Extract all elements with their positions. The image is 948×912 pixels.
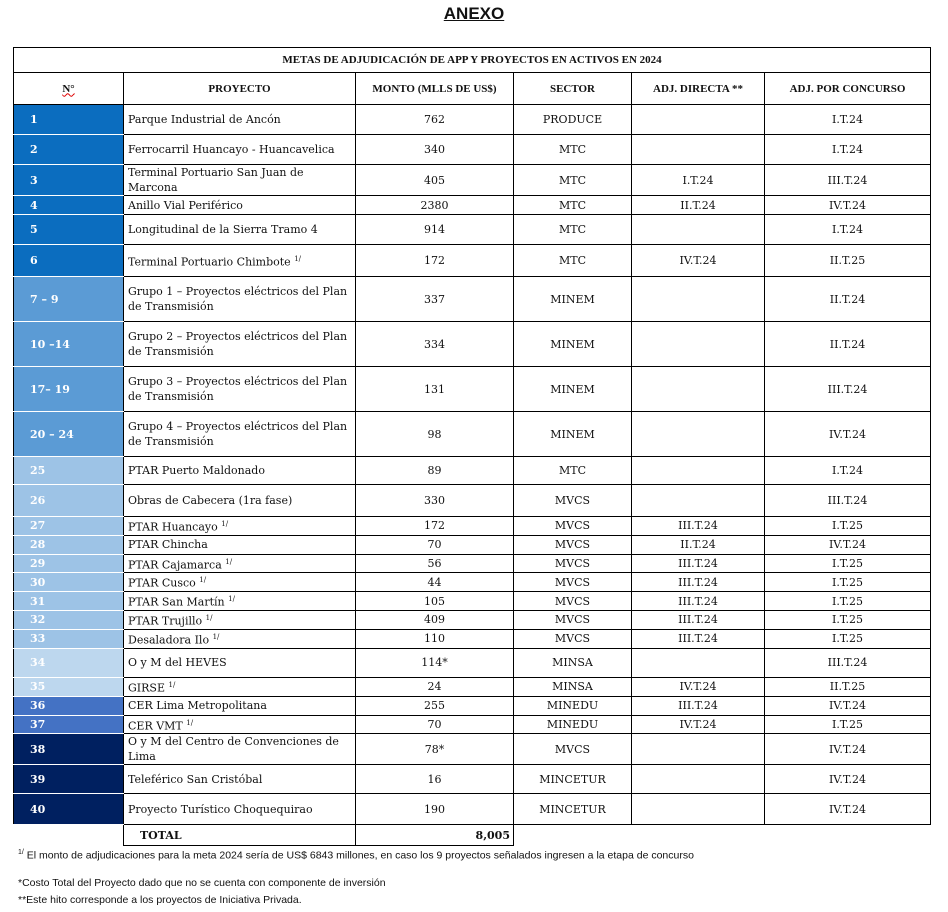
table-row bbox=[14, 105, 931, 135]
row-sector: MINCETUR bbox=[514, 794, 632, 825]
row-monto: 172 bbox=[356, 245, 514, 277]
footnote-ref: 1/ bbox=[225, 557, 233, 566]
total-label: TOTAL bbox=[124, 825, 356, 846]
row-monto: 2380 bbox=[356, 196, 514, 215]
row-adj-directa bbox=[632, 457, 765, 485]
row-monto: 70 bbox=[356, 535, 514, 554]
row-proyecto: O y M del Centro de Convenciones de Lima bbox=[124, 734, 356, 765]
row-number: 29 bbox=[14, 554, 124, 573]
row-adj-directa bbox=[632, 734, 765, 765]
row-adj-directa: III.T.24 bbox=[632, 554, 765, 573]
footnote-ref: 1/ bbox=[228, 595, 235, 604]
table-caption: METAS DE ADJUDICACIÓN DE APP Y PROYECTOS EN ACTIVOS EN 2024 bbox=[14, 48, 931, 73]
row-monto: 914 bbox=[356, 215, 514, 245]
row-monto: 337 bbox=[356, 277, 514, 322]
table-row bbox=[14, 573, 931, 592]
table-row bbox=[14, 485, 931, 517]
table-row bbox=[14, 794, 931, 825]
footnote-3: **Este hito corresponde a los proyectos de Iniciativa Privada. bbox=[18, 894, 302, 906]
total-value: 8,005 bbox=[356, 825, 514, 846]
table-row bbox=[14, 196, 931, 215]
row-sector: MINSA bbox=[514, 677, 632, 696]
row-proyecto: PTAR Chincha bbox=[124, 535, 356, 554]
row-sector: MINEM bbox=[514, 412, 632, 457]
table-row bbox=[14, 629, 931, 648]
row-monto: 105 bbox=[356, 592, 514, 611]
row-adj-directa: III.T.24 bbox=[632, 696, 765, 715]
table-row bbox=[14, 696, 931, 715]
row-adj-concurso: IV.T.24 bbox=[765, 696, 931, 715]
row-proyecto: Grupo 3 – Proyectos eléctricos del Plan de Transmisión bbox=[124, 367, 356, 412]
row-sector: MINEDU bbox=[514, 696, 632, 715]
table-row bbox=[14, 554, 931, 573]
row-proyecto: PTAR San Martín $^{1/}$ bbox=[124, 592, 356, 611]
row-adj-directa bbox=[632, 322, 765, 367]
row-sector: MINEM bbox=[514, 277, 632, 322]
row-proyecto: PTAR Puerto Maldonado bbox=[124, 457, 356, 485]
row-monto: 89 bbox=[356, 457, 514, 485]
row-proyecto: PTAR Cajamarca $^{1/}$ bbox=[124, 554, 356, 573]
row-monto: 56 bbox=[356, 554, 514, 573]
table-row bbox=[14, 322, 931, 367]
row-monto: 114* bbox=[356, 648, 514, 677]
row-adj-concurso: III.T.24 bbox=[765, 367, 931, 412]
table-row bbox=[14, 648, 931, 677]
row-monto: 334 bbox=[356, 322, 514, 367]
table-row bbox=[14, 765, 931, 794]
row-adj-concurso: I.T.25 bbox=[765, 554, 931, 573]
table-row bbox=[14, 165, 931, 196]
row-monto: 44 bbox=[356, 573, 514, 592]
row-adj-directa: II.T.24 bbox=[632, 196, 765, 215]
row-monto: 330 bbox=[356, 485, 514, 517]
row-adj-concurso: I.T.25 bbox=[765, 573, 931, 592]
row-adj-directa: III.T.24 bbox=[632, 629, 765, 648]
row-proyecto: Terminal Portuario San Juan de Marcona bbox=[124, 165, 356, 196]
row-sector: MINEDU bbox=[514, 715, 632, 734]
row-sector: MTC bbox=[514, 457, 632, 485]
row-sector: MINEM bbox=[514, 322, 632, 367]
row-sector: MVCS bbox=[514, 535, 632, 554]
row-number: 2 bbox=[14, 135, 124, 165]
table-row bbox=[14, 677, 931, 696]
row-sector: MVCS bbox=[514, 517, 632, 536]
row-adj-directa: II.T.24 bbox=[632, 535, 765, 554]
row-number: 4 bbox=[14, 196, 124, 215]
row-adj-concurso: II.T.25 bbox=[765, 245, 931, 277]
row-sector: MTC bbox=[514, 135, 632, 165]
row-number: 34 bbox=[14, 648, 124, 677]
row-monto: 409 bbox=[356, 610, 514, 629]
footnote-ref: 1/ bbox=[212, 633, 220, 642]
projects-table bbox=[13, 47, 931, 846]
row-number: 37 bbox=[14, 715, 124, 734]
table-row bbox=[14, 215, 931, 245]
row-adj-concurso: I.T.25 bbox=[765, 715, 931, 734]
row-number: 35 bbox=[14, 677, 124, 696]
row-adj-directa bbox=[632, 485, 765, 517]
row-adj-concurso: IV.T.24 bbox=[765, 765, 931, 794]
row-sector: MTC bbox=[514, 165, 632, 196]
row-number: 36 bbox=[14, 696, 124, 715]
row-adj-concurso: I.T.24 bbox=[765, 457, 931, 485]
footnote-ref: 1/ bbox=[221, 520, 229, 528]
row-number: 30 bbox=[14, 573, 124, 592]
row-adj-directa bbox=[632, 794, 765, 825]
row-number: 28 bbox=[14, 535, 124, 554]
header-number: N° bbox=[14, 73, 124, 105]
table-row bbox=[14, 135, 931, 165]
row-adj-directa: III.T.24 bbox=[632, 592, 765, 611]
row-adj-concurso: I.T.25 bbox=[765, 592, 931, 611]
row-proyecto: CER Lima Metropolitana bbox=[124, 696, 356, 715]
row-adj-concurso: II.T.24 bbox=[765, 322, 931, 367]
row-number: 7 – 9 bbox=[14, 277, 124, 322]
footnote-2: *Costo Total del Proyecto dado que no se cuenta con componente de inversión bbox=[18, 877, 386, 889]
row-adj-concurso: I.T.25 bbox=[765, 629, 931, 648]
row-proyecto: Grupo 2 – Proyectos eléctricos del Plan de Transmisión bbox=[124, 322, 356, 367]
row-number: 3 bbox=[14, 165, 124, 196]
row-proyecto: Grupo 4 – Proyectos eléctricos del Plan de Transmisión bbox=[124, 412, 356, 457]
footnote-ref: 1/ bbox=[294, 254, 302, 263]
row-adj-directa: III.T.24 bbox=[632, 573, 765, 592]
row-proyecto: Teleférico San Cristóbal bbox=[124, 765, 356, 794]
row-sector: MINEM bbox=[514, 367, 632, 412]
table-row bbox=[14, 610, 931, 629]
row-number: 32 bbox=[14, 610, 124, 629]
row-adj-concurso: I.T.25 bbox=[765, 610, 931, 629]
row-proyecto: Proyecto Turístico Choquequirao bbox=[124, 794, 356, 825]
row-monto: 110 bbox=[356, 629, 514, 648]
table-row bbox=[14, 277, 931, 322]
table-row bbox=[14, 734, 931, 765]
row-adj-concurso: IV.T.24 bbox=[765, 794, 931, 825]
row-monto: 172 bbox=[356, 517, 514, 536]
row-number: 17– 19 bbox=[14, 367, 124, 412]
row-number: 1 bbox=[14, 105, 124, 135]
row-monto: 70 bbox=[356, 715, 514, 734]
row-monto: 24 bbox=[356, 677, 514, 696]
row-adj-concurso: IV.T.24 bbox=[765, 535, 931, 554]
row-monto: 405 bbox=[356, 165, 514, 196]
row-adj-directa: III.T.24 bbox=[632, 610, 765, 629]
row-adj-concurso: III.T.24 bbox=[765, 485, 931, 517]
row-proyecto: Desaladora Ilo $^{1/}$ bbox=[124, 629, 356, 648]
row-proyecto: Anillo Vial Periférico bbox=[124, 196, 356, 215]
row-adj-directa: IV.T.24 bbox=[632, 245, 765, 277]
row-monto: 98 bbox=[356, 412, 514, 457]
footnote-ref: 1/ bbox=[186, 718, 194, 727]
row-adj-directa: III.T.24 bbox=[632, 517, 765, 536]
row-proyecto: Ferrocarril Huancayo - Huancavelica bbox=[124, 135, 356, 165]
row-proyecto: PTAR Cusco $^{1/}$ bbox=[124, 573, 356, 592]
row-monto: 16 bbox=[356, 765, 514, 794]
row-proyecto: Longitudinal de la Sierra Tramo 4 bbox=[124, 215, 356, 245]
table-row bbox=[14, 457, 931, 485]
row-monto: 255 bbox=[356, 696, 514, 715]
row-adj-directa bbox=[632, 367, 765, 412]
header-adj-concurso: ADJ. POR CONCURSO bbox=[765, 73, 931, 105]
row-sector: PRODUCE bbox=[514, 105, 632, 135]
table-row bbox=[14, 412, 931, 457]
row-adj-directa bbox=[632, 215, 765, 245]
table-row bbox=[14, 517, 931, 536]
row-adj-directa bbox=[632, 412, 765, 457]
row-adj-directa: IV.T.24 bbox=[632, 715, 765, 734]
row-proyecto: Obras de Cabecera (1ra fase) bbox=[124, 485, 356, 517]
row-adj-concurso: I.T.24 bbox=[765, 135, 931, 165]
footnote-1: $^{1/}$ El monto de adjudicaciones para la meta 2024 sería de US$ 6843 millones, en caso los 9 proyectos señalados ingresen a la etapa de concurso bbox=[18, 849, 694, 862]
row-number: 39 bbox=[14, 765, 124, 794]
row-adj-directa: IV.T.24 bbox=[632, 677, 765, 696]
row-adj-concurso: III.T.24 bbox=[765, 648, 931, 677]
row-adj-directa bbox=[632, 277, 765, 322]
row-proyecto: Terminal Portuario Chimbote $^{1/}$ bbox=[124, 245, 356, 277]
row-monto: 131 bbox=[356, 367, 514, 412]
row-adj-concurso: I.T.24 bbox=[765, 105, 931, 135]
row-adj-directa bbox=[632, 105, 765, 135]
header-row bbox=[14, 73, 931, 105]
row-proyecto: PTAR Trujillo $^{1/}$ bbox=[124, 610, 356, 629]
row-sector: MVCS bbox=[514, 734, 632, 765]
row-adj-directa: I.T.24 bbox=[632, 165, 765, 196]
row-sector: MINSA bbox=[514, 648, 632, 677]
row-proyecto: O y M del HEVES bbox=[124, 648, 356, 677]
row-number: 6 bbox=[14, 245, 124, 277]
row-number: 25 bbox=[14, 457, 124, 485]
row-adj-concurso: III.T.24 bbox=[765, 165, 931, 196]
row-adj-concurso: IV.T.24 bbox=[765, 196, 931, 215]
table-row bbox=[14, 367, 931, 412]
header-adj-directa: ADJ. DIRECTA ** bbox=[632, 73, 765, 105]
row-adj-directa bbox=[632, 135, 765, 165]
row-adj-concurso: II.T.25 bbox=[765, 677, 931, 696]
table-row bbox=[14, 715, 931, 734]
row-adj-directa bbox=[632, 765, 765, 794]
row-adj-concurso: IV.T.24 bbox=[765, 734, 931, 765]
row-number: 40 bbox=[14, 794, 124, 825]
header-sector: SECTOR bbox=[514, 73, 632, 105]
row-proyecto: GIRSE $^{1/}$ bbox=[124, 677, 356, 696]
footnote-ref: 1/ bbox=[199, 576, 207, 585]
row-sector: MVCS bbox=[514, 629, 632, 648]
row-adj-concurso: I.T.24 bbox=[765, 215, 931, 245]
row-proyecto: Grupo 1 – Proyectos eléctricos del Plan de Transmisión bbox=[124, 277, 356, 322]
row-monto: 78* bbox=[356, 734, 514, 765]
header-proyecto: PROYECTO bbox=[124, 73, 356, 105]
row-number: 26 bbox=[14, 485, 124, 517]
row-proyecto: Parque Industrial de Ancón bbox=[124, 105, 356, 135]
footnote-ref: 1/ bbox=[205, 614, 213, 623]
row-number: 31 bbox=[14, 592, 124, 611]
row-sector: MTC bbox=[514, 245, 632, 277]
page-title: ANEXO bbox=[443, 4, 505, 23]
row-adj-concurso: I.T.25 bbox=[765, 517, 931, 536]
row-sector: MVCS bbox=[514, 554, 632, 573]
row-adj-directa bbox=[632, 648, 765, 677]
table-row bbox=[14, 245, 931, 277]
row-sector: MVCS bbox=[514, 610, 632, 629]
table-row bbox=[14, 592, 931, 611]
table-row bbox=[14, 535, 931, 554]
footnote-ref: 1/ bbox=[168, 680, 176, 689]
row-sector: MINCETUR bbox=[514, 765, 632, 794]
row-adj-concurso: IV.T.24 bbox=[765, 412, 931, 457]
header-monto: MONTO (MLLS DE US$) bbox=[356, 73, 514, 105]
row-sector: MVCS bbox=[514, 592, 632, 611]
row-monto: 340 bbox=[356, 135, 514, 165]
row-monto: 762 bbox=[356, 105, 514, 135]
row-sector: MVCS bbox=[514, 485, 632, 517]
row-adj-concurso: II.T.24 bbox=[765, 277, 931, 322]
total-row bbox=[14, 825, 931, 846]
row-sector: MVCS bbox=[514, 573, 632, 592]
row-number: 5 bbox=[14, 215, 124, 245]
row-monto: 190 bbox=[356, 794, 514, 825]
row-number: 27 bbox=[14, 517, 124, 536]
row-number: 38 bbox=[14, 734, 124, 765]
row-number: 33 bbox=[14, 629, 124, 648]
row-number: 10 –14 bbox=[14, 322, 124, 367]
row-sector: MTC bbox=[514, 215, 632, 245]
row-sector: MTC bbox=[514, 196, 632, 215]
row-number: 20 – 24 bbox=[14, 412, 124, 457]
row-proyecto: PTAR Huancayo $^{1/}$ bbox=[124, 517, 356, 536]
row-proyecto: CER VMT $^{1/}$ bbox=[124, 715, 356, 734]
